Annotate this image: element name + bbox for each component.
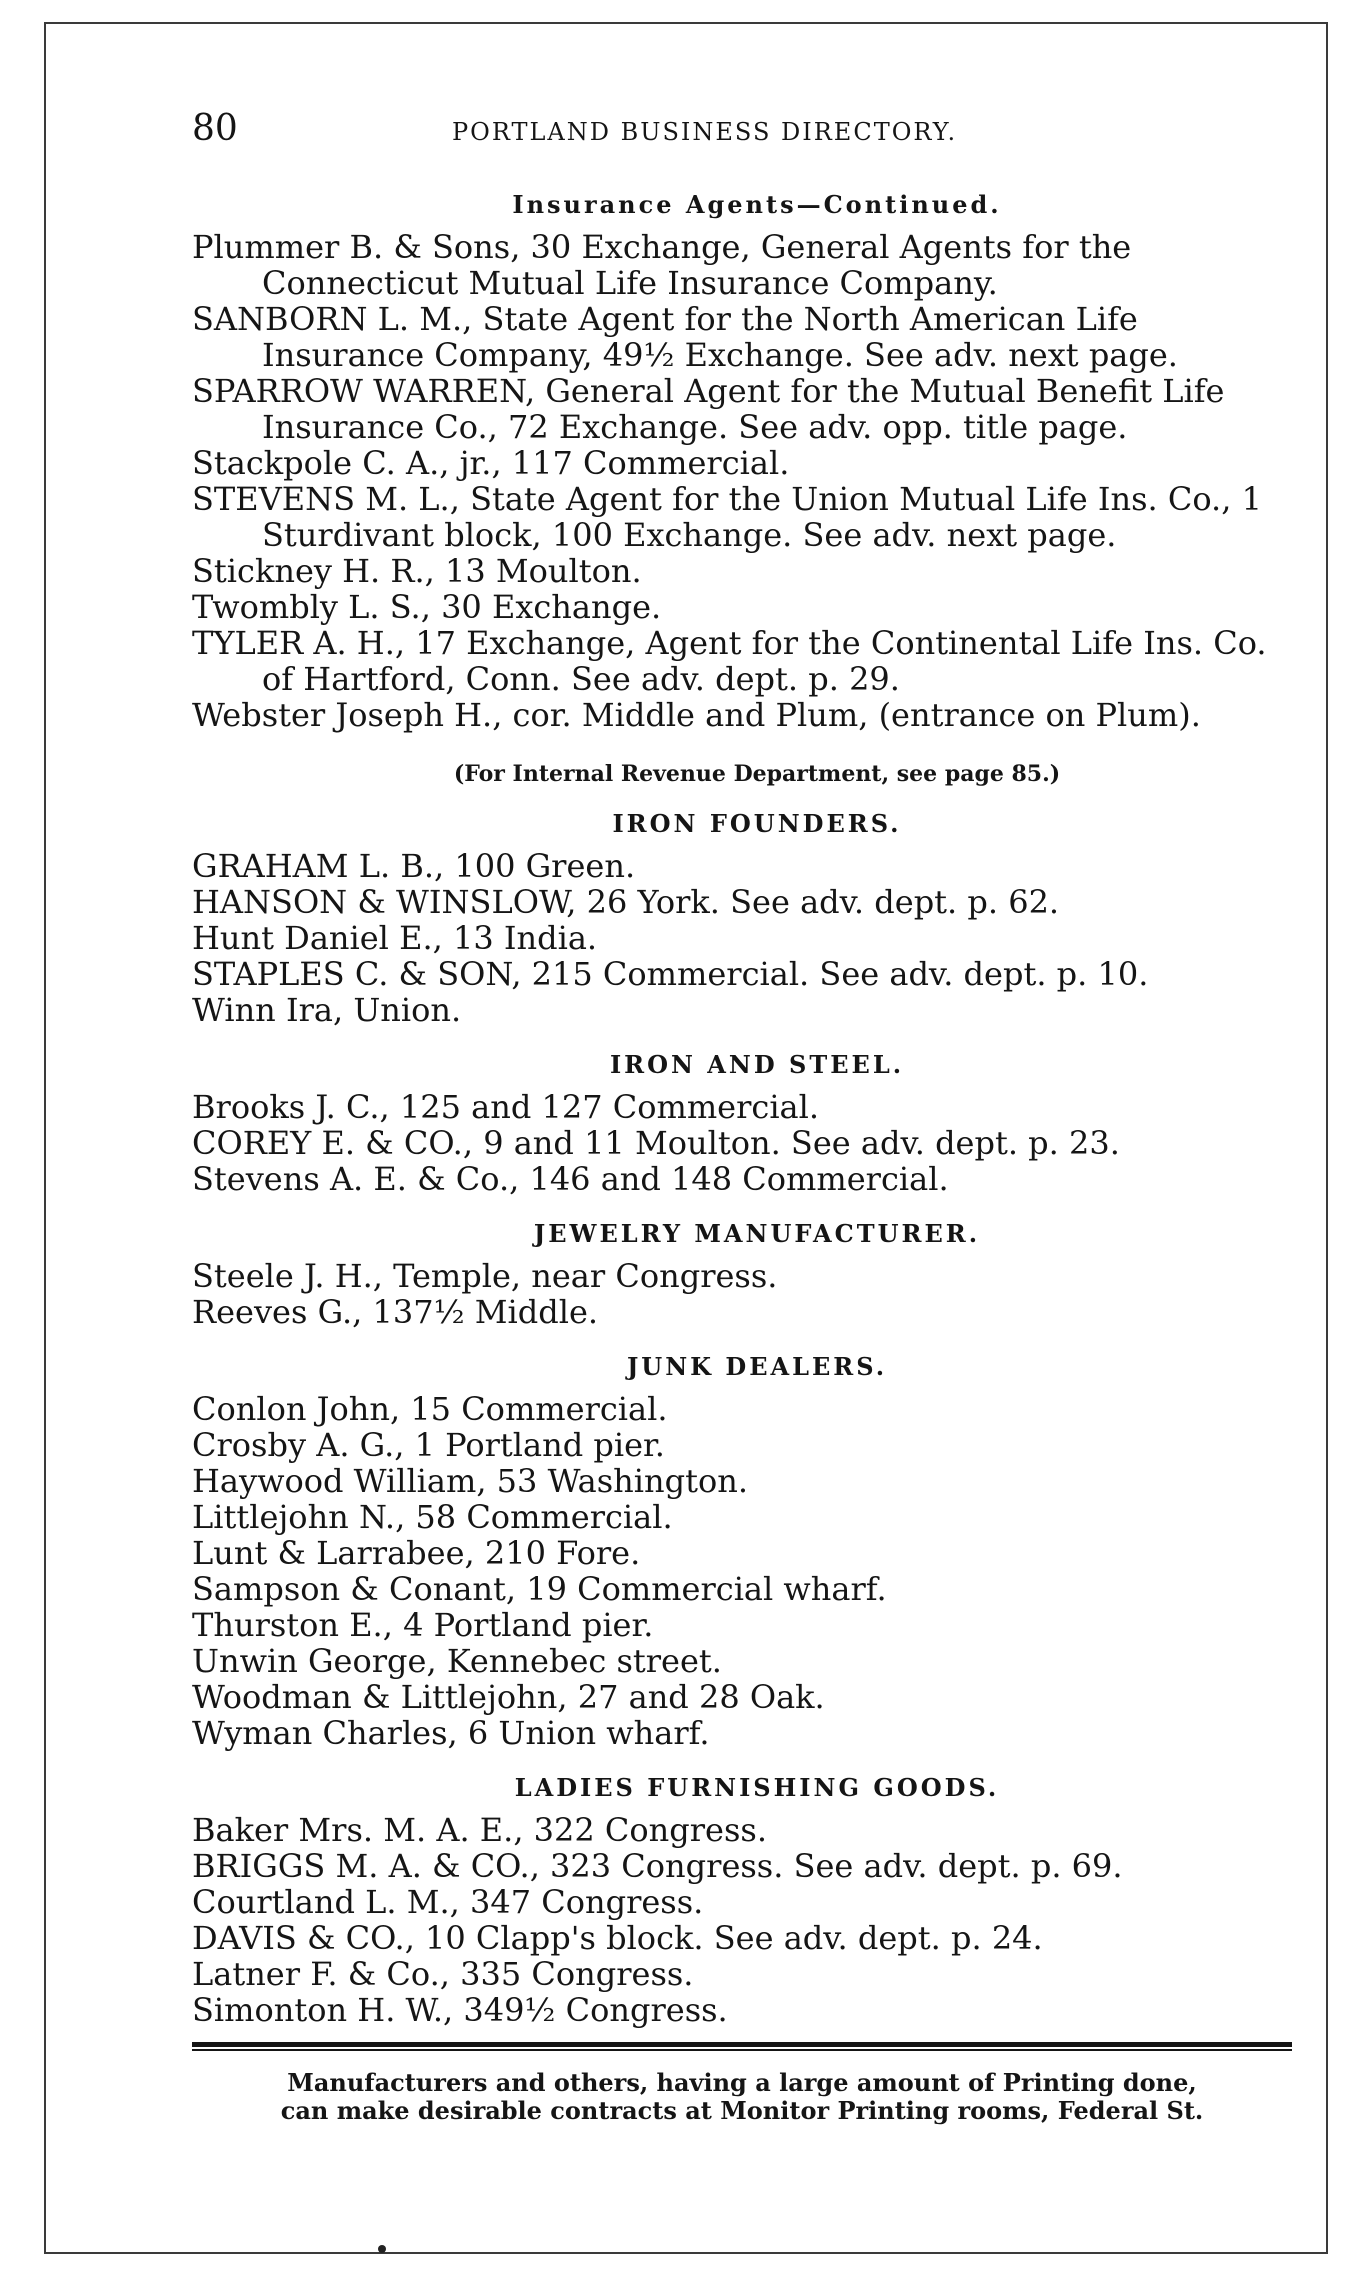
- directory-entry: Brooks J. C., 125 and 127 Commercial.: [192, 1088, 820, 1126]
- page-number: 80: [192, 108, 238, 149]
- directory-entry: Plummer B. & Sons, 30 Exchange, General Agents for the Connecticut Mutual Life Insurance Company.: [192, 228, 1132, 302]
- directory-entry: STAPLES C. & SON, 215 Commercial. See adv. dept. p. 10.: [192, 955, 1149, 993]
- section-heading-insurance-agents-continued: Insurance Agents—Continued.: [512, 190, 1002, 219]
- directory-entry: Stickney H. R., 13 Moulton.: [192, 552, 642, 590]
- directory-entry: BRIGGS M. A. & CO., 323 Congress. See adv. dept. p. 69.: [192, 1847, 1123, 1885]
- directory-entry: HANSON & WINSLOW, 26 York. See adv. dept. p. 62.: [192, 883, 1060, 921]
- directory-entry: Wyman Charles, 6 Union wharf.: [192, 1714, 710, 1752]
- directory-entry: SPARROW WARREN, General Agent for the Mutual Benefit Life Insurance Co., 72 Exchange. See adv. opp. title page.: [192, 372, 1225, 446]
- directory-entry: Webster Joseph H., cor. Middle and Plum, (entrance on Plum).: [192, 696, 1201, 734]
- footer-ad-line-2: can make desirable contracts at Monitor Printing rooms, Federal St.: [280, 2096, 1204, 2125]
- directory-entry: Woodman & Littlejohn, 27 and 28 Oak.: [192, 1678, 825, 1716]
- footer-rule-thin: [192, 2049, 1292, 2051]
- section-heading-iron-and-steel: IRON AND STEEL.: [609, 1050, 905, 1079]
- directory-sections: [192, 809, 1292, 2028]
- section-heading-ladies-furnishing-goods: LADIES FURNISHING GOODS.: [514, 1773, 1000, 1802]
- page-header: [192, 108, 1292, 168]
- directory-entry: GRAHAM L. B., 100 Green.: [192, 847, 636, 885]
- directory-entry: Conlon John, 15 Commercial.: [192, 1390, 668, 1428]
- directory-entry: Reeves G., 137½ Middle.: [192, 1293, 599, 1331]
- running-head: PORTLAND BUSINESS DIRECTORY.: [452, 118, 958, 146]
- directory-entry: Sampson & Conant, 19 Commercial wharf.: [192, 1570, 887, 1608]
- directory-entry: Crosby A. G., 1 Portland pier.: [192, 1426, 665, 1464]
- footer-ad-line-1: Manufacturers and others, having a large amount of Printing done,: [287, 2068, 1197, 2097]
- directory-entry: STEVENS M. L., State Agent for the Union Mutual Life Ins. Co., 1 Sturdivant block, 100 Exchange. See adv. next page.: [192, 480, 1262, 554]
- directory-entry: TYLER A. H., 17 Exchange, Agent for the Continental Life Ins. Co. of Hartford, Conn. See adv. dept. p. 29.: [192, 624, 1267, 698]
- directory-entry: Courtland L. M., 347 Congress.: [192, 1883, 704, 1921]
- directory-entry: Baker Mrs. M. A. E., 322 Congress.: [192, 1811, 767, 1849]
- directory-entry: Thurston E., 4 Portland pier.: [192, 1606, 654, 1644]
- insurance-agents-section: [192, 190, 1292, 733]
- directory-entry: Hunt Daniel E., 13 India.: [192, 919, 598, 957]
- section-heading-iron-founders: IRON FOUNDERS.: [612, 809, 902, 838]
- directory-entry: Stevens A. E. & Co., 146 and 148 Commercial.: [192, 1160, 949, 1198]
- directory-entry: DAVIS & CO., 10 Clapp's block. See adv. dept. p. 24.: [192, 1919, 1043, 1957]
- footer-advertisement: [192, 2069, 1292, 2125]
- ink-dot: [378, 2245, 386, 2253]
- revenue-note: (For Internal Revenue Department, see page 85.): [453, 761, 1061, 787]
- directory-entry: Haywood William, 53 Washington.: [192, 1462, 749, 1500]
- directory-entry: Unwin George, Kennebec street.: [192, 1642, 722, 1680]
- directory-entry: Lunt & Larrabee, 210 Fore.: [192, 1534, 641, 1572]
- directory-entry: SANBORN L. M., State Agent for the North American Life Insurance Company, 49½ Exchange. See adv. next page.: [192, 300, 1178, 374]
- directory-entry: Twombly L. S., 30 Exchange.: [192, 588, 662, 626]
- directory-entry: COREY E. & CO., 9 and 11 Moulton. See adv. dept. p. 23.: [192, 1124, 1120, 1162]
- directory-page: [192, 108, 1292, 2125]
- footer-rule-thick: [192, 2042, 1292, 2047]
- directory-entry: Stackpole C. A., jr., 117 Commercial.: [192, 444, 790, 482]
- directory-entry: Littlejohn N., 58 Commercial.: [192, 1498, 673, 1536]
- directory-entry: Latner F. & Co., 335 Congress.: [192, 1955, 694, 1993]
- directory-entry: Steele J. H., Temple, near Congress.: [192, 1257, 778, 1295]
- section-heading-jewelry-manufacturer: JEWELRY MANUFACTURER.: [533, 1219, 981, 1248]
- section-heading-junk-dealers: JUNK DEALERS.: [626, 1352, 888, 1381]
- directory-entry: Winn Ira, Union.: [192, 991, 462, 1029]
- directory-entry: Simonton H. W., 349½ Congress.: [192, 1991, 728, 2029]
